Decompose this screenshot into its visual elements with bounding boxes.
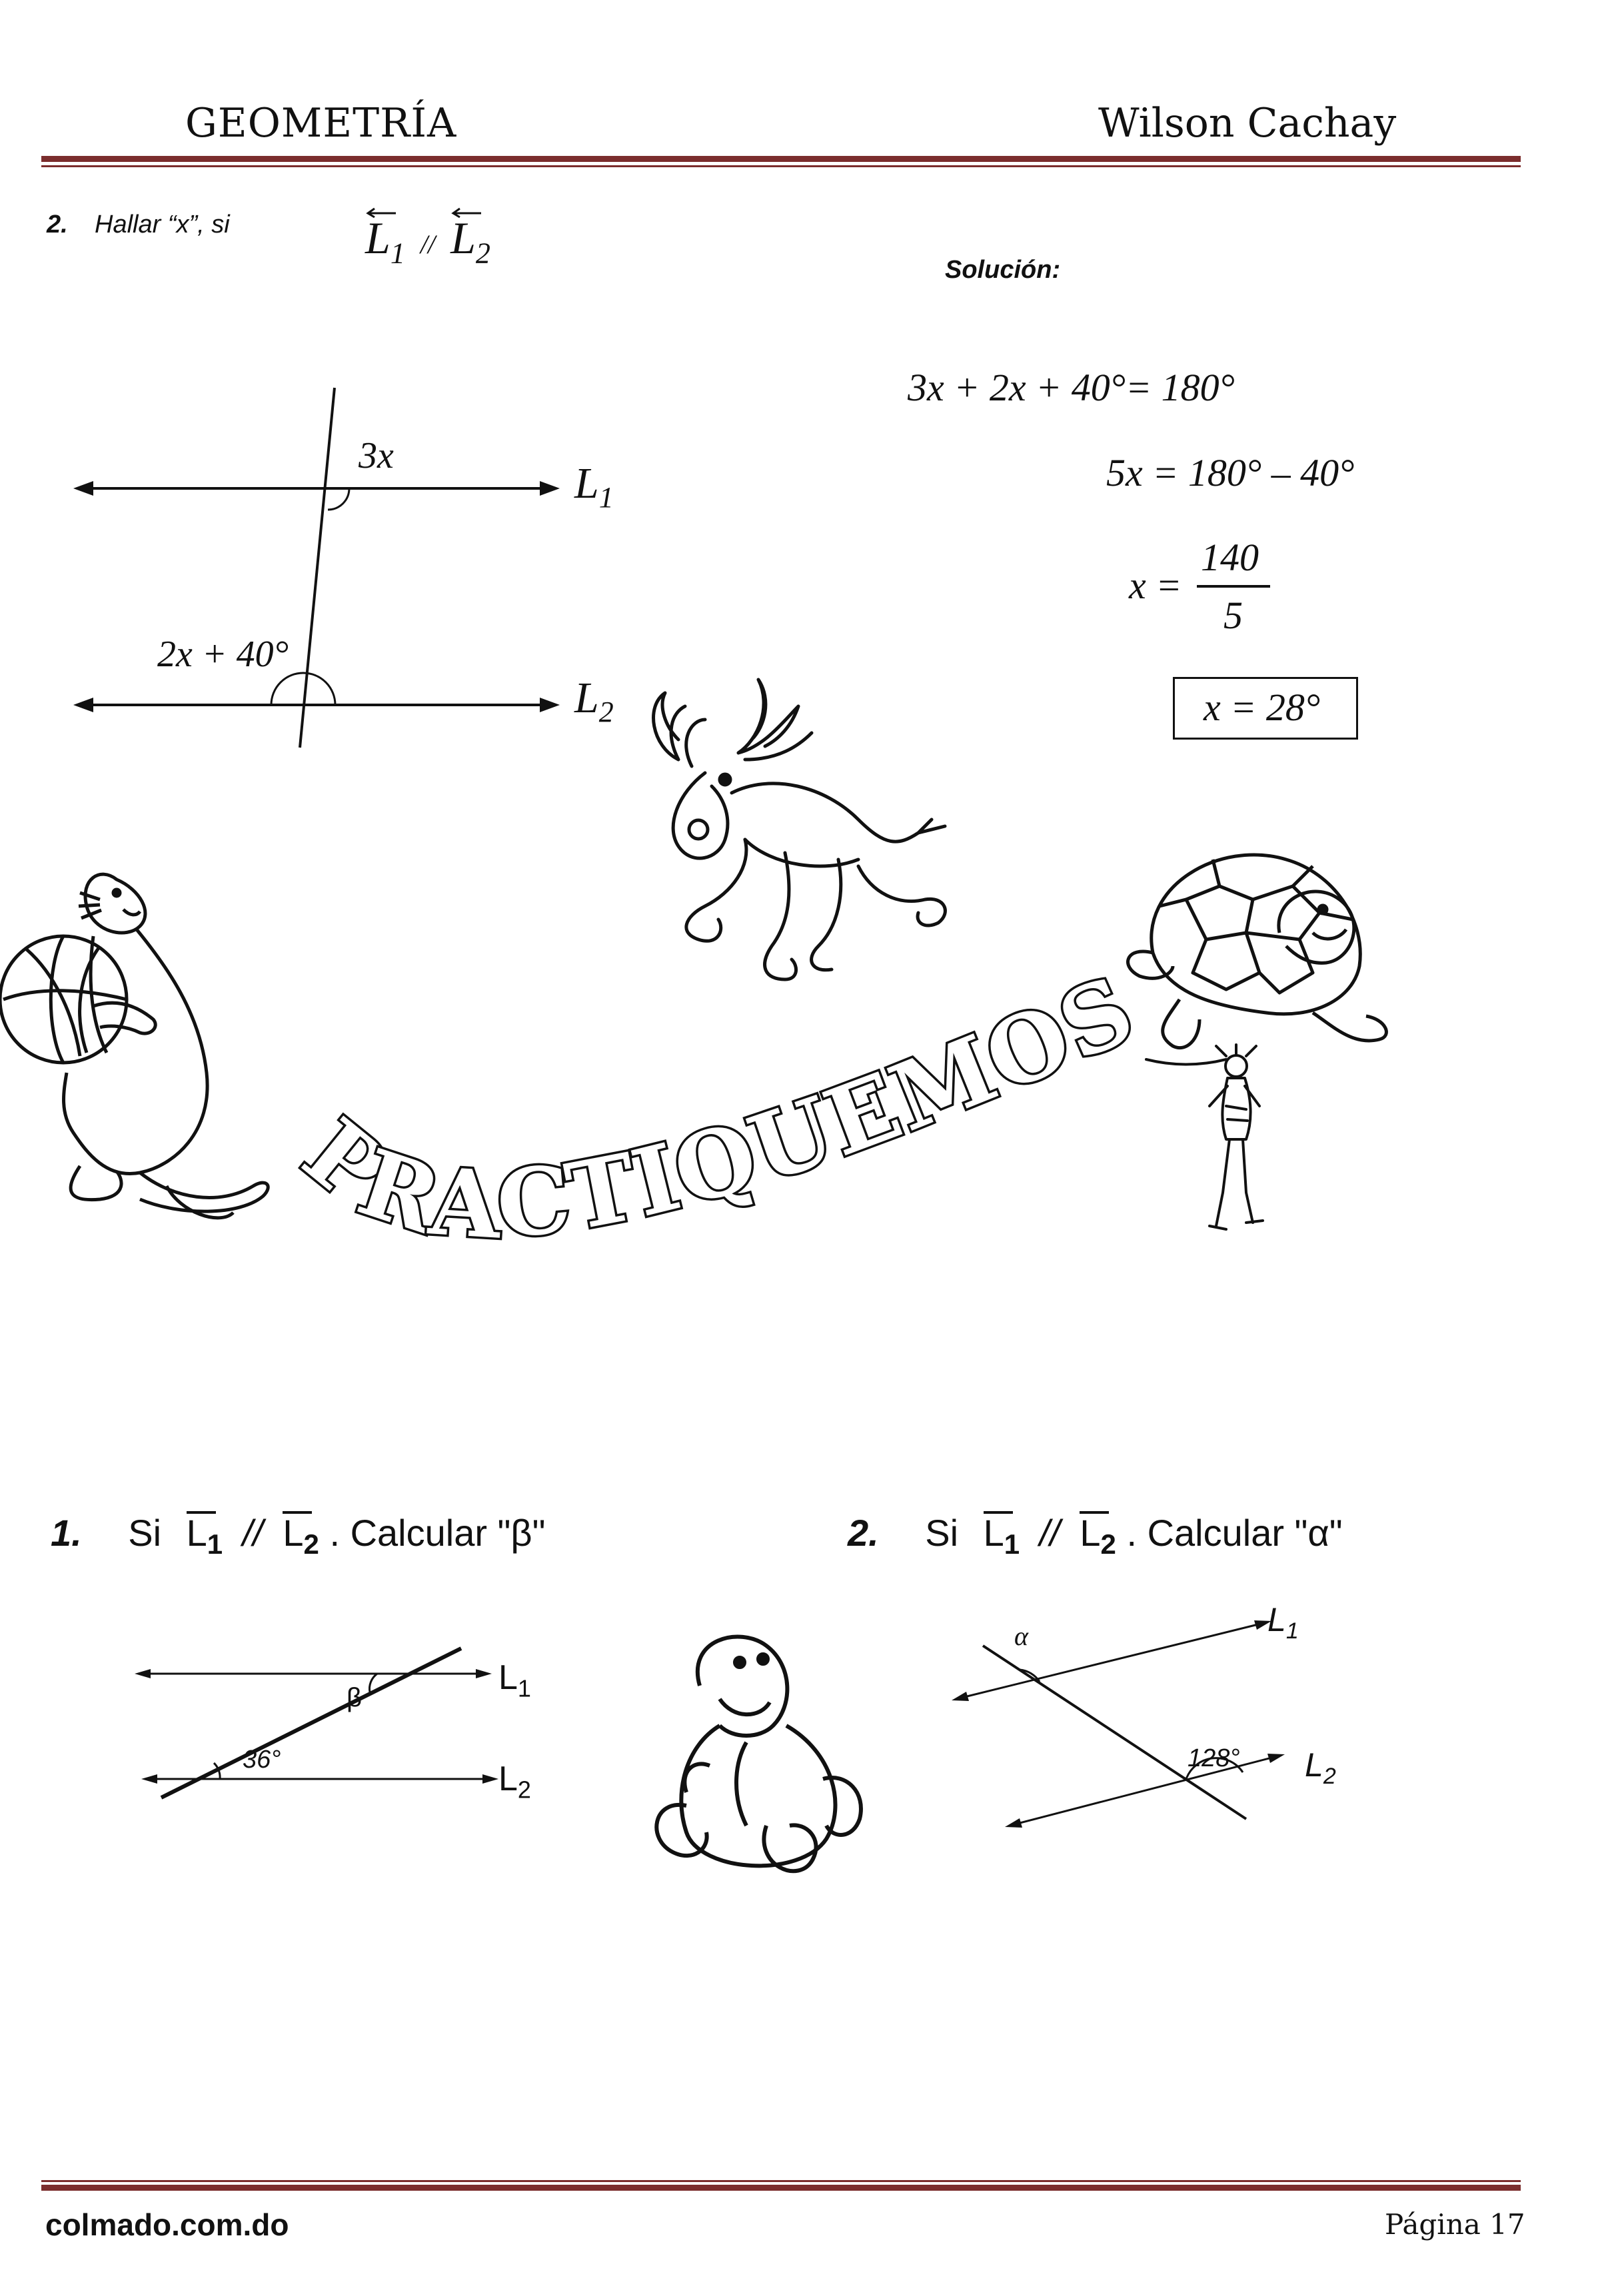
- condition-sub1: 1: [390, 237, 405, 270]
- exercise-2-prompt: 2. Si $L_1$ // $L_2$ . Calcular "α": [848, 1511, 1343, 1560]
- vector-arrow-icon: [450, 208, 484, 217]
- solution-eq3-den: 5: [1223, 594, 1243, 637]
- figure-angle-top: 3x: [359, 435, 394, 476]
- exercise-1-figure: [133, 1639, 560, 1799]
- exercise-1-line2-label: $L_2$: [498, 1760, 531, 1804]
- solution-eq3-lhs: x =: [1129, 564, 1182, 607]
- header-rule-thick: [41, 156, 1521, 162]
- footer-site[interactable]: colmado.com.do: [45, 2207, 289, 2242]
- exercise-2-angle-alpha: α: [1014, 1621, 1028, 1651]
- exercise-2-figure: [946, 1599, 1319, 1839]
- condition-sub2: 2: [475, 237, 490, 270]
- footer-rule-thick: [41, 2185, 1521, 2191]
- vector-arrow-icon: [187, 1508, 216, 1516]
- vector-arrow-icon: [283, 1508, 312, 1516]
- example-prompt: Hallar “x”, si: [95, 211, 230, 239]
- exercise-2-number: 2.: [848, 1512, 879, 1554]
- exercise-2-line2-label: $L_2$: [1305, 1746, 1336, 1789]
- example-number: 2.: [47, 211, 68, 239]
- vector-arrow-icon: [365, 208, 399, 217]
- answer-text: x = 28°: [1203, 686, 1321, 729]
- solution-label: Solución:: [945, 256, 1061, 284]
- example-parallel-lines-figure: [67, 373, 733, 773]
- footer-rule-thin: [41, 2180, 1521, 2182]
- header-title: GEOMETRÍA: [185, 100, 457, 147]
- fraction-bar: [1197, 585, 1270, 588]
- figure-angle-bottom: 2x + 40°: [157, 634, 289, 675]
- footer-page-number: Página 17: [1385, 2208, 1525, 2241]
- solution-eq2: 5x = 180° – 40°: [1106, 451, 1355, 494]
- moose-illustration: [638, 666, 985, 1013]
- girl-with-kite-illustration: [1146, 1046, 1293, 1246]
- seal-with-ball-illustration: [0, 853, 293, 1226]
- example-condition: [365, 212, 490, 271]
- vector-arrow-icon: [1080, 1508, 1109, 1516]
- practiquemos-banner: [284, 954, 1166, 1260]
- vector-arrow-icon: [984, 1508, 1013, 1516]
- header-rule-thin: [41, 165, 1521, 167]
- condition-parallel: //: [420, 229, 436, 259]
- solution-eq1: 3x + 2x + 40°= 180°: [908, 366, 1235, 409]
- exercise-2-ask: . Calcular "α": [1126, 1512, 1343, 1554]
- banner-word: PRACTIQUEMOS: [284, 954, 1150, 1260]
- exercise-1-number: 1.: [51, 1512, 82, 1554]
- solution-eq3-num: 140: [1201, 536, 1259, 579]
- exercise-1-angle-beta: β: [347, 1683, 363, 1712]
- exercise-1-line1-label: $L_1$: [498, 1658, 531, 1702]
- exercise-1-prompt: 1. Si $L_1$ // $L_2$ . Calcular "β": [51, 1511, 546, 1560]
- dinosaur-illustration: [646, 1626, 873, 1906]
- condition-l2: L: [450, 213, 476, 263]
- exercise-2-angle-given: 128°: [1188, 1744, 1240, 1772]
- figure-line2-label: $L_2$: [574, 674, 614, 729]
- figure-line1-label: $L_1$: [574, 459, 614, 514]
- exercise-1-ask: . Calcular "β": [329, 1512, 546, 1554]
- exercise-2-line1-label: $L_1$: [1267, 1601, 1299, 1644]
- exercise-1-angle-given: 36°: [243, 1746, 281, 1774]
- header-author: Wilson Cachay: [1098, 100, 1397, 147]
- condition-l1: L: [365, 213, 391, 263]
